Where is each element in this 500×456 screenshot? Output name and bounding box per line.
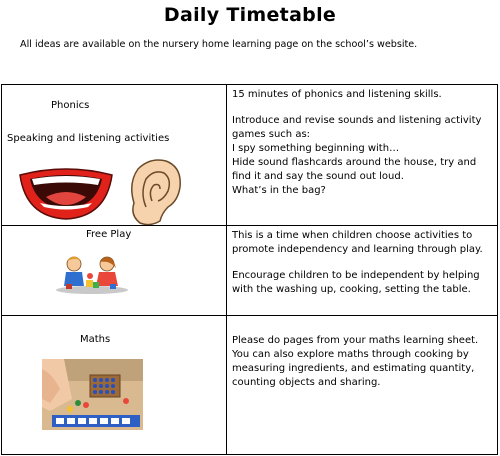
paragraph: [232, 229, 491, 257]
text-line: Hide sound flashcards around the house, try and: [232, 157, 477, 168]
activity-cell-maths: [2, 316, 227, 455]
text-line: promote independency and learning through play.: [232, 244, 483, 255]
table-row: [2, 85, 498, 226]
text-line: Please do pages from your maths learning sheet.: [232, 335, 479, 346]
paragraph: [232, 269, 491, 297]
text-line: counting objects and sharing.: [232, 377, 381, 388]
timetable: [1, 84, 498, 455]
intro-text: All ideas are available on the nursery home learning page on the school’s website.: [20, 39, 418, 50]
ear-icon: [126, 157, 184, 225]
text-line: I spy something beginning with…: [232, 143, 400, 154]
activity-cell-phonics: [2, 85, 227, 226]
activity-label-free-play: Free Play: [86, 229, 132, 240]
maths-activity-photo: [42, 359, 143, 430]
text-line: What’s in the bag?: [232, 185, 326, 196]
activity-description-maths: [227, 316, 498, 455]
paragraph: [232, 334, 491, 390]
activity-sublabel-speaking: Speaking and listening activities: [7, 133, 170, 144]
text-line: Introduce and revise sounds and listening activity: [232, 115, 482, 126]
mouth-icon: [16, 163, 116, 221]
activity-label-phonics: Phonics: [51, 100, 90, 111]
text-line: with the washing up, cooking, setting the table.: [232, 284, 471, 295]
activity-cell-free-play: [2, 226, 227, 316]
activity-label-maths: Maths: [80, 334, 111, 345]
table-row: [2, 316, 498, 455]
text-line: You can also explore maths through cooking by: [232, 349, 469, 360]
text-line: 15 minutes of phonics and listening skills.: [232, 89, 442, 100]
paragraph: [232, 88, 491, 102]
text-line: games such as:: [232, 129, 311, 140]
text-line: This is a time when children choose activities to: [232, 230, 473, 241]
page-title: Daily Timetable: [163, 4, 337, 26]
table-row: [2, 226, 498, 316]
text-line: find it and say the sound out loud.: [232, 171, 404, 182]
children-playing-icon: [52, 252, 132, 294]
activity-description-free-play: [227, 226, 498, 316]
activity-description-phonics: [227, 85, 498, 226]
text-line: Encourage children to be independent by helping: [232, 270, 480, 281]
paragraph: [232, 114, 491, 198]
text-line: measuring ingredients, and estimating quantity,: [232, 363, 475, 374]
